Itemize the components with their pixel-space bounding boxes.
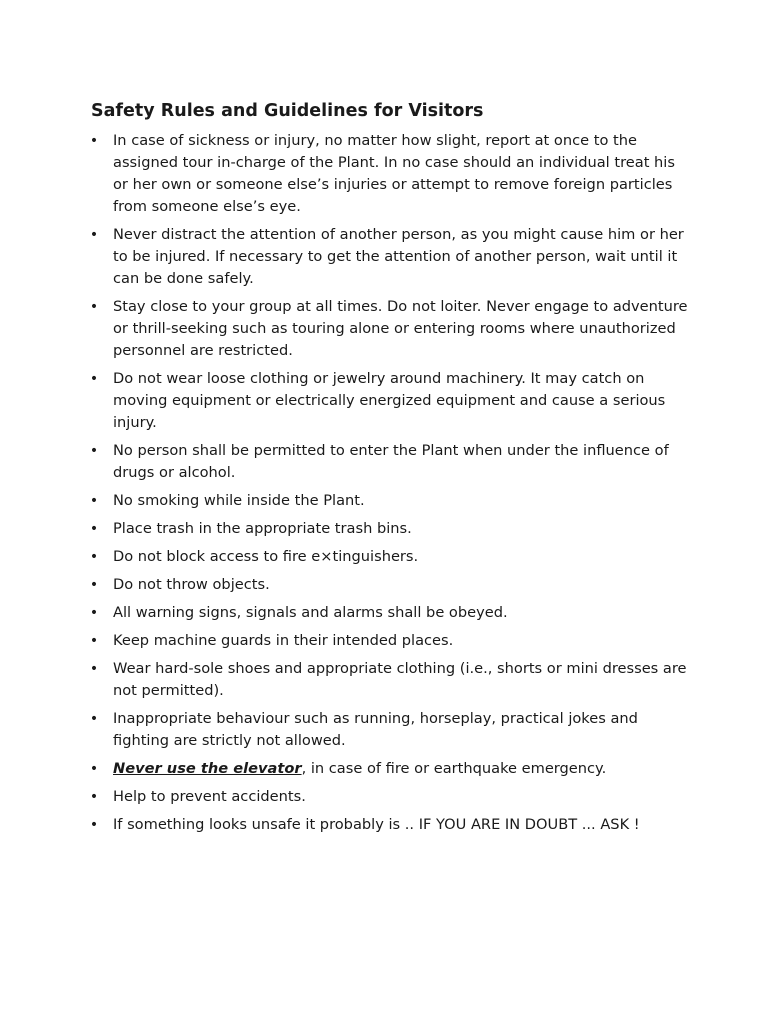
list-item xyxy=(88,490,688,512)
bullet-icon: • xyxy=(89,493,99,509)
bullet-icon: • xyxy=(89,133,99,149)
list-item xyxy=(88,658,688,702)
elevator-warning-emphasis: Never use the elevator xyxy=(113,760,302,777)
rule-text: Do not throw objects. xyxy=(113,576,270,593)
list-item xyxy=(88,814,688,836)
bullet-icon: • xyxy=(89,371,99,387)
list-item xyxy=(88,758,688,780)
rule-text: Keep machine guards in their intended places. xyxy=(113,632,454,649)
list-item xyxy=(88,296,688,362)
list-item xyxy=(88,786,688,808)
list-item xyxy=(88,630,688,652)
list-item xyxy=(88,130,688,218)
rule-text: Place trash in the appropriate trash bins. xyxy=(113,520,412,537)
list-item xyxy=(88,708,688,752)
list-item xyxy=(88,368,688,434)
rule-text: In case of sickness or injury, no matter how slight, report at once to the assigned tour in-charge of the Plant. In no case should an individual treat his or her own or someone else’s injuries or attempt to remove foreign particles from someone else’s eye. xyxy=(113,132,675,215)
bullet-icon: • xyxy=(89,227,99,243)
bullet-icon: • xyxy=(89,605,99,621)
list-item xyxy=(88,574,688,596)
rule-text: No smoking while inside the Plant. xyxy=(113,492,365,509)
rule-text: No person shall be permitted to enter the Plant when under the influence of drugs or alcohol. xyxy=(113,442,669,481)
bullet-icon: • xyxy=(89,577,99,593)
rule-text: Stay close to your group at all times. Do not loiter. Never engage to adventure or thrill-seeking such as touring alone or entering rooms where unauthorized personnel are restricted. xyxy=(113,298,688,359)
rule-text: All warning signs, signals and alarms shall be obeyed. xyxy=(113,604,508,621)
list-item xyxy=(88,518,688,540)
bullet-icon: • xyxy=(89,817,99,833)
bullet-icon: • xyxy=(89,549,99,565)
list-item xyxy=(88,224,688,290)
rule-text: Do not wear loose clothing or jewelry around machinery. It may catch on moving equipment or electrically energized equipment and cause a serious injury. xyxy=(113,370,666,431)
bullet-icon: • xyxy=(89,661,99,677)
bullet-icon: • xyxy=(89,711,99,727)
list-item xyxy=(88,602,688,624)
rule-text: Help to prevent accidents. xyxy=(113,788,306,805)
rule-text: If something looks unsafe it probably is .. IF YOU ARE IN DOUBT ... ASK ! xyxy=(113,816,640,833)
bullet-icon: • xyxy=(89,299,99,315)
bullet-icon: • xyxy=(89,633,99,649)
rule-text xyxy=(113,758,688,780)
list-item xyxy=(88,546,688,568)
elevator-warning-text: , in case of fire or earthquake emergency. xyxy=(301,760,607,777)
document-title: Safety Rules and Guidelines for Visitors xyxy=(91,101,484,121)
list-item xyxy=(88,440,688,484)
rule-text: Do not block access to fire e×tinguishers. xyxy=(113,548,419,565)
rule-text: Never distract the attention of another person, as you might cause him or her to be injured. If necessary to get the attention of another person, wait until it can be done safely. xyxy=(113,226,684,287)
rule-text: Inappropriate behaviour such as running, horseplay, practical jokes and fighting are strictly not allowed. xyxy=(113,710,638,749)
bullet-icon: • xyxy=(89,521,99,537)
rules-list xyxy=(88,130,688,842)
bullet-icon: • xyxy=(89,443,99,459)
bullet-icon: • xyxy=(89,761,99,777)
bullet-icon: • xyxy=(89,789,99,805)
rule-text: Wear hard-sole shoes and appropriate clothing (i.e., shorts or mini dresses are not permitted). xyxy=(113,660,687,699)
